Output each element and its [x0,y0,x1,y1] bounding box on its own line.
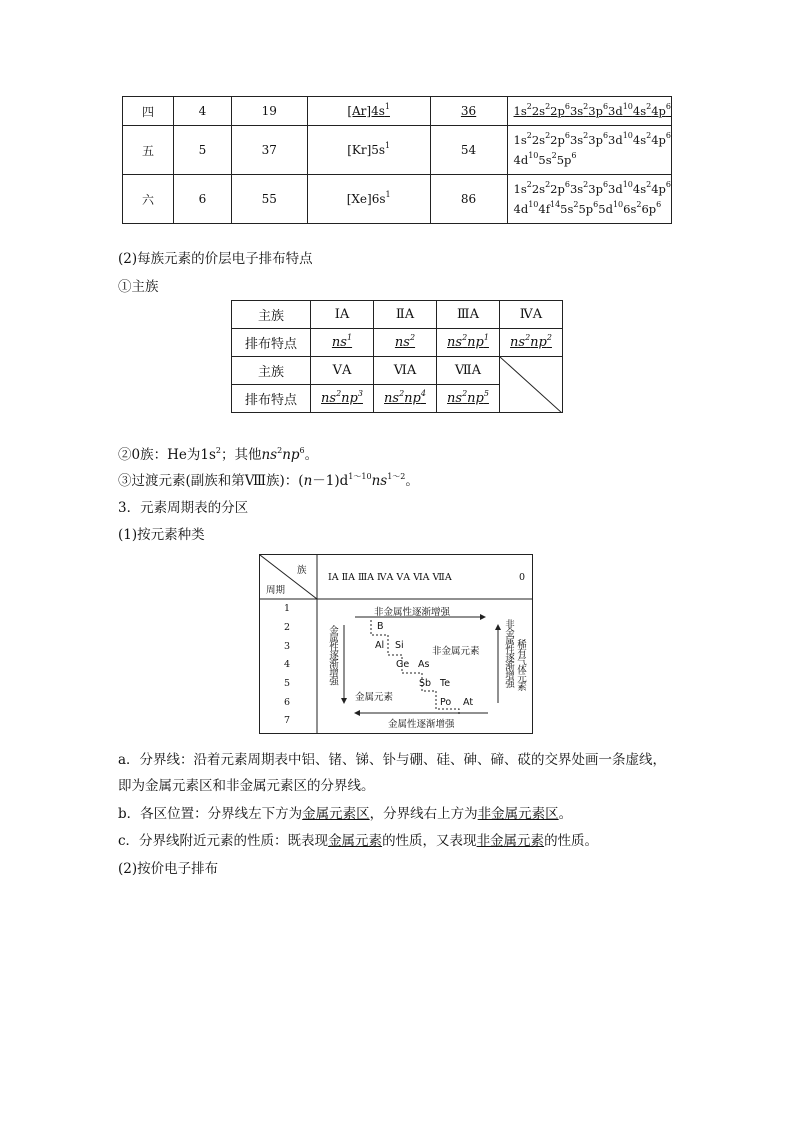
heading-valence: (2)每族元素的价层电子排布特点 [118,251,313,267]
group-cell: ⅡA [374,301,437,329]
feature-cell: $ns^2np^4$ [374,385,437,413]
count-cell: 4 [173,97,231,126]
end-z-cell: 36 [430,97,507,126]
element-symbol: B [377,621,384,632]
nonmetal-label: 非金属元素 [432,646,480,657]
element-symbol: As [418,659,430,670]
group-label-cell: 主族 [232,301,311,329]
start-z-cell: 37 [231,126,307,175]
element-symbol: Si [395,640,404,651]
group-label-cell: 主族 [232,357,311,385]
period-cell: 四 [123,97,174,126]
zero-group-text: ②0族：He为$1s^2$；其他$ns^2np^6$。 [118,445,319,463]
element-symbol: Al [375,640,385,651]
group-header: ⅠA ⅡA ⅢA ⅣA ⅤA ⅥA ⅦA [328,572,452,583]
feature-label-cell: 排布特点 [232,385,311,413]
start-config-cell: $[Ar]4s^1$ [307,97,430,126]
start-z-cell: 19 [231,97,307,126]
element-symbol: Sb [419,678,432,689]
count-cell: 5 [173,126,231,175]
group-cell: ⅦA [437,357,500,385]
period-cell: 五 [123,126,174,175]
empty-diagonal-cell [500,357,563,413]
group-zero: 0 [519,572,526,583]
group-cell: ⅥA [374,357,437,385]
main-group-table [231,300,563,413]
period-table [122,96,672,224]
table-row [232,329,563,357]
table-row [232,301,563,329]
element-symbol: Te [440,678,451,689]
start-config-cell: $[Kr]5s^1$ [307,126,430,175]
end-z-cell: 54 [430,126,507,175]
period-number: 3 [284,641,291,652]
start-config-cell: $[Xe]6s^1$ [307,175,430,224]
period-number: 6 [284,697,291,708]
bottom-arrow-label: 金属性逐渐增强 [388,719,455,730]
top-arrow-label: 非金属性逐渐增强 [374,607,451,618]
left-vertical-label: 金属性逐渐增强 [327,625,338,685]
paragraph-b: b．各区位置：分界线左下方为金属元素区，分界线右上方为非金属元素区。 [118,806,573,822]
end-z-cell: 86 [430,175,507,224]
feature-cell: $ns^1$ [311,329,374,357]
paragraph-c: c．分界线附近元素的性质：既表现金属元素的性质，又表现非金属元素的性质。 [118,833,599,849]
table-row [123,175,672,224]
heading-main-group: ①主族 [118,279,159,295]
diagonal-line [500,357,562,413]
period-cell: 六 [123,175,174,224]
period-number: 4 [284,659,291,670]
element-symbol: Ge [396,659,410,670]
end-config-cell: $1s^22s^22p^63s^23p^63d^{10}4s^24p^6$ [507,97,671,126]
end-config-cell: $1s^22s^22p^63s^23p^63d^{10}4s^24p^6$ $4d^{10}5s^25p^6$ [507,126,671,175]
period-number: 7 [284,715,291,726]
paragraph-a-line2: 即为金属元素区和非金属元素区的分界线。 [118,778,375,794]
heading-by-kind: (1)按元素种类 [118,527,205,543]
element-symbol: At [463,697,474,708]
right-vertical-label: 非金属性逐渐增强 [503,619,514,687]
corner-period-label: 周期 [266,585,286,596]
end-config-cell: $1s^22s^22p^63s^23p^63d^{10}4s^24p^6$ $4d^{10}4f^{14}5s^25p^65d^{10}6s^26p^6$ [507,175,671,224]
corner-group-label: 族 [297,565,307,576]
feature-cell: $ns^2np^1$ [437,329,500,357]
feature-label-cell: 排布特点 [232,329,311,357]
feature-cell: $ns^2np^2$ [500,329,563,357]
metal-label: 金属元素 [355,692,394,703]
feature-cell: $ns^2np^5$ [437,385,500,413]
table-row [232,357,563,385]
heading-zones: 3．元素周期表的分区 [118,500,249,516]
start-z-cell: 55 [231,175,307,224]
paragraph-a-line1: a．分界线：沿着元素周期表中铝、锗、锑、钋与硼、硅、砷、碲、砹的交界处画一条虚线， [118,752,667,768]
group-cell: ⅢA [437,301,500,329]
transition-text: ③过渡元素(副族和第Ⅷ族)：$(n-1)d^{1\sim 10}ns^{1\sim 2}$。 [118,471,419,489]
group-cell: ⅤA [311,357,374,385]
heading-by-valence: (2)按价电子排布 [118,861,219,877]
table-row [123,126,672,175]
period-number: 5 [284,678,291,689]
period-number: 2 [284,622,291,633]
table-row [123,97,672,126]
feature-cell: $ns^2$ [374,329,437,357]
group-cell: ⅠA [311,301,374,329]
noble-gas-label: 稀有气体元素 [515,639,526,690]
group-cell: ⅣA [500,301,563,329]
period-number: 1 [284,603,291,614]
count-cell: 6 [173,175,231,224]
feature-cell: $ns^2np^3$ [311,385,374,413]
element-symbol: Po [440,697,452,708]
periodic-zone-figure [259,554,533,734]
